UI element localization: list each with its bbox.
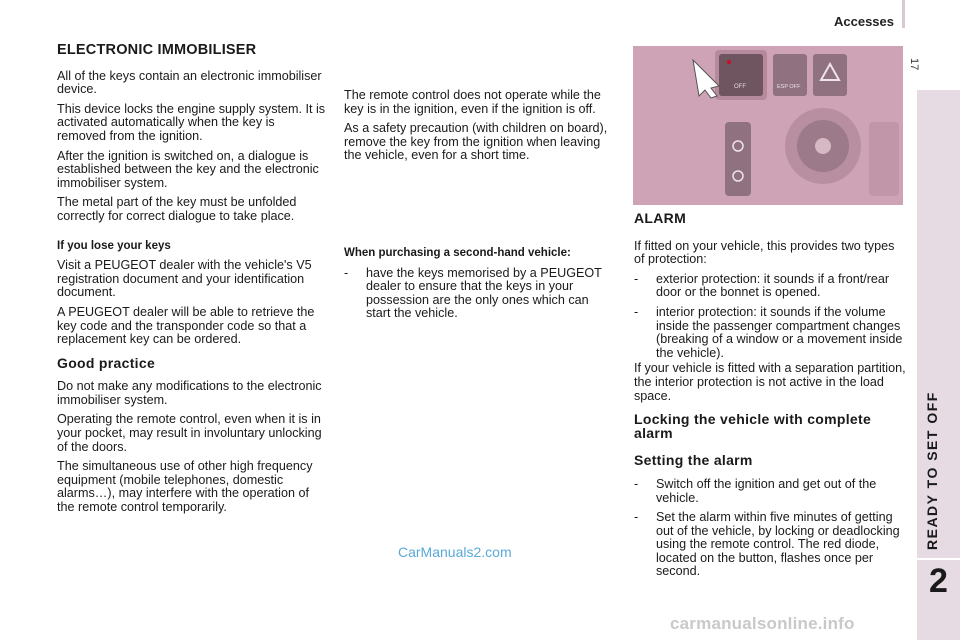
- page-number: 17: [908, 58, 920, 71]
- immobiliser-heading: ELECTRONIC IMMOBILISER: [57, 42, 257, 58]
- dashboard-switch-illustration: [633, 46, 903, 205]
- remote-control-paragraph: As a safety precaution (with children on board), remove the key from the ignition when leaving the vehicle, even for a short time.: [344, 121, 608, 163]
- partition-note: If your vehicle is fitted with a separation partition, the interior protection is not active in the load space.: [634, 361, 906, 403]
- side-switch: [869, 122, 899, 196]
- bullet-dash: -: [344, 265, 349, 280]
- footer-watermark: carmanualsonline.info: [670, 614, 855, 633]
- lose-keys-paragraph: A PEUGEOT dealer will be able to retrieve the key code and the transponder code so that a replacement key can be ordered.: [57, 304, 315, 347]
- alarm-heading: ALARM: [634, 210, 687, 226]
- bullet-dash: -: [634, 304, 639, 319]
- list-item: [344, 267, 610, 321]
- immobiliser-paragraph: After the ignition is switched on, a dialogue is established between the key and the electronic immobiliser system.: [57, 148, 319, 190]
- second-hand-bullet: have the keys memorised by a PEUGEOT dealer to ensure that the keys in your possession are the only ones which can start the vehicle.: [366, 265, 602, 321]
- immobiliser-paragraph: The metal part of the key must be unfolded correctly for correct dialogue to take place.: [57, 195, 297, 223]
- off-button-label: OFF: [734, 84, 746, 90]
- section-title: Accesses: [834, 14, 894, 29]
- source-watermark: CarManuals2.com: [398, 544, 512, 560]
- headlamp-adjust-switch: [725, 122, 751, 196]
- panel-background: [633, 46, 903, 205]
- esp-button-label: ESP OFF: [777, 84, 801, 90]
- list-item: [634, 306, 906, 360]
- remote-control-paragraph: The remote control does not operate while the key is in the ignition, even if the ignition is off.: [344, 88, 601, 116]
- alarm-intro: If fitted on your vehicle, this provides two types of protection:: [634, 238, 895, 267]
- setting-bullet: Set the alarm within five minutes of getting out of the vehicle, by locking or deadlocking using the remote control. The red diode, located on the button, flashes once per second.: [656, 510, 900, 579]
- good-practice-paragraph: Operating the remote control, even when it is in your pocket, may result in involuntary unlocking of the doors.: [57, 412, 322, 454]
- column-immobiliser: [57, 44, 327, 521]
- bullet-dash: -: [634, 476, 639, 491]
- red-diode-icon: [727, 60, 731, 64]
- locking-heading: Locking the vehicle with complete alarm: [634, 411, 872, 441]
- good-practice-paragraph: The simultaneous use of other high frequency equipment (mobile telephones, domestic alarms…), may interfere with the operation of the remote control temporarily.: [57, 459, 313, 515]
- list-item: [634, 511, 906, 579]
- column-remote-control: [344, 89, 610, 327]
- header-divider: [902, 0, 905, 28]
- column-alarm: [634, 212, 906, 585]
- good-practice-paragraph: Do not make any modifications to the electronic immobiliser system.: [57, 379, 322, 407]
- mirror-knob-center: [815, 138, 831, 154]
- lose-keys-paragraph: Visit a PEUGEOT dealer with the vehicle's V5 registration document and your identification document.: [57, 258, 312, 300]
- chapter-tab-separator: [917, 558, 960, 560]
- list-item: [634, 273, 906, 300]
- protection-bullet: exterior protection: it sounds if a front/rear door or the bonnet is opened.: [656, 271, 890, 300]
- bullet-dash: -: [634, 271, 639, 286]
- chapter-label: READY TO SET OFF: [924, 391, 940, 550]
- immobiliser-paragraph: All of the keys contain an electronic immobiliser device.: [57, 68, 322, 97]
- lose-keys-heading: If you lose your keys: [57, 239, 171, 252]
- setting-heading: Setting the alarm: [634, 452, 753, 469]
- good-practice-heading: Good practice: [57, 354, 156, 371]
- column-spacer: [344, 169, 610, 247]
- protection-bullet: interior protection: it sounds if the volume inside the passenger compartment changes (breaking of a window or a movement inside the vehicle).: [656, 304, 903, 360]
- chapter-number: 2: [929, 562, 948, 600]
- alarm-button-photo: [633, 46, 903, 205]
- setting-bullet: Switch off the ignition and get out of the vehicle.: [656, 476, 877, 505]
- bullet-dash: -: [634, 510, 639, 525]
- hazard-button: [813, 54, 847, 96]
- immobiliser-paragraph: This device locks the engine supply system. It is activated automatically when the key is removed from the ignition.: [57, 101, 326, 143]
- list-item: [634, 478, 906, 505]
- second-hand-heading: When purchasing a second-hand vehicle:: [344, 246, 571, 259]
